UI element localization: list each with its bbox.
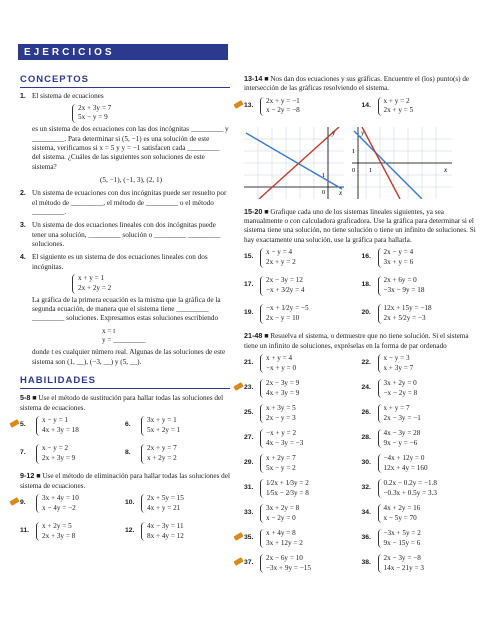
parametric-x: x = t bbox=[102, 326, 116, 335]
problem-number: 5. bbox=[20, 421, 26, 429]
group-range: 13-14 bbox=[244, 74, 263, 83]
problem-number: 15. bbox=[244, 253, 254, 261]
equation-system bbox=[260, 529, 303, 548]
right-column bbox=[244, 74, 479, 581]
problem-item bbox=[362, 529, 480, 551]
parametric-y: y = _________ bbox=[102, 336, 146, 345]
problems-9-12 bbox=[20, 494, 230, 544]
equation: 2x + 3y = 9 bbox=[42, 453, 76, 462]
problem-item bbox=[244, 404, 362, 426]
equation: 2x − 3y = −1 bbox=[383, 413, 421, 422]
equation-system bbox=[378, 529, 421, 548]
equation: 3x + 2y = 8 bbox=[266, 503, 300, 512]
equation-system bbox=[378, 504, 421, 523]
question-number: 4. bbox=[20, 254, 26, 262]
equation: 2x + y = −1 bbox=[266, 96, 300, 105]
equation-system bbox=[141, 416, 180, 435]
equation: 5x + 2y = 1 bbox=[147, 425, 181, 434]
equation: 2x + 6y = 0 bbox=[383, 276, 417, 285]
equation: 2x + 5y = 15 bbox=[147, 493, 184, 502]
equation: 9x − y = −6 bbox=[383, 438, 418, 447]
question-number: 2. bbox=[20, 190, 26, 198]
problem-number: 29. bbox=[244, 458, 254, 466]
origin-label: 0 bbox=[322, 188, 326, 196]
equation: −3x − 9y = 18 bbox=[383, 285, 425, 294]
group-15-20-instructions: 15-20 ■ Grafique cada uno de los sistemas lineales siguientes, ya sea manualmente o con calculadora graficadora. Use la gráfica para determinar si el sistema tiene una solución, no tiene solución o tiene un infinito de soluciones. Si hay exactamente una solución, use la gráfica para hallarla. bbox=[244, 206, 476, 244]
equation-system bbox=[36, 416, 79, 435]
problem-number: 31. bbox=[244, 483, 254, 491]
problem-item bbox=[244, 429, 362, 451]
equation: 4x + 3y = 9 bbox=[266, 388, 300, 397]
problem-item bbox=[244, 379, 362, 401]
equation: x + 3y = 7 bbox=[383, 363, 414, 372]
y-axis-label: y bbox=[361, 128, 365, 137]
equation: 2x + y = 7 bbox=[147, 444, 177, 453]
equation: x + y = 1 bbox=[78, 274, 105, 283]
tick-label: 1 bbox=[352, 147, 356, 155]
problem-number: 6. bbox=[125, 421, 131, 429]
group-text: Use el método de sustitución para hallar todas las soluciones del sistema de ecuaciones. bbox=[20, 394, 224, 412]
problem-number: 19. bbox=[244, 309, 254, 317]
problem-item bbox=[362, 504, 480, 526]
equation: 3x + 12y = 2 bbox=[266, 538, 303, 547]
equation-system bbox=[260, 354, 296, 373]
habilidades-heading: HABILIDADES bbox=[20, 375, 230, 389]
problem-14 bbox=[362, 97, 480, 119]
problem-number: 9. bbox=[20, 498, 26, 506]
equation-system bbox=[378, 97, 414, 116]
tick-label: 1 bbox=[369, 166, 373, 174]
problem-number: 18. bbox=[361, 281, 371, 289]
question-text: El sistema de ecuaciones bbox=[32, 92, 104, 101]
solution-options: (5, −1), (−1, 3), (2, 1) bbox=[100, 175, 162, 184]
problem-number: 22. bbox=[361, 358, 371, 366]
equation: 2x − 3y = −8 bbox=[383, 553, 421, 562]
equation: 4x − 3y = −3 bbox=[266, 438, 304, 447]
equation: −0.3x + 0.5y = 3.3 bbox=[383, 488, 437, 497]
equation: −x − 2y = 8 bbox=[383, 388, 418, 397]
equation: 4x + y = 21 bbox=[147, 503, 181, 512]
equation-system bbox=[378, 354, 414, 373]
equation-system bbox=[378, 454, 428, 473]
problem-item bbox=[125, 522, 230, 544]
pencil-icon bbox=[233, 100, 243, 109]
equation: −3x + 5y = 2 bbox=[383, 528, 421, 537]
equation-system bbox=[260, 379, 299, 398]
problem-item bbox=[125, 494, 230, 516]
equation: −x + y = 2 bbox=[266, 428, 297, 437]
equation-system bbox=[378, 404, 421, 423]
problem-number: 13. bbox=[244, 101, 254, 109]
equation-system bbox=[72, 104, 111, 123]
problem-item bbox=[244, 248, 362, 270]
problem-item bbox=[362, 304, 480, 326]
equation: 4x + 2y = 16 bbox=[383, 503, 421, 512]
equation-system bbox=[141, 494, 184, 513]
equation-system bbox=[378, 429, 421, 448]
pencil-icon bbox=[9, 497, 19, 506]
problem-item bbox=[244, 354, 362, 376]
problem-item bbox=[244, 276, 362, 298]
equation-system bbox=[260, 276, 305, 295]
equation: 2x + 3y = 8 bbox=[42, 531, 76, 540]
problem-item bbox=[244, 454, 362, 476]
equation: x − 4y = −2 bbox=[42, 503, 76, 512]
equation: 2x − y = 3 bbox=[266, 413, 296, 422]
equation: 3x + y = 6 bbox=[383, 257, 414, 266]
problem-number: 37. bbox=[244, 558, 254, 566]
equation: x − 5y = 70 bbox=[383, 513, 417, 522]
equation: 9x − 15y = 6 bbox=[383, 538, 421, 547]
group-range: 21-48 bbox=[244, 331, 263, 341]
equation: −3x + 9y = −15 bbox=[266, 563, 311, 572]
question-text: La gráfica de la primera ecuación es la misma que la gráfica de la segunda ecuación, de manera que el sistema tiene _________ _________ soluciones. Expresamos estas soluciones escribiendo bbox=[32, 295, 221, 323]
equation: 3x + y = 1 bbox=[147, 416, 177, 425]
equation-system bbox=[36, 444, 75, 463]
equation: x + 2y = 5 bbox=[42, 521, 72, 530]
problem-item bbox=[125, 416, 230, 438]
equation-system bbox=[260, 248, 296, 267]
equation-system bbox=[260, 554, 311, 573]
question-text: El siguiente es un sistema de dos ecuaciones lineales con dos incógnitas. bbox=[32, 253, 208, 271]
group-range: 15-20 bbox=[244, 206, 263, 216]
equation: 2x − y = 4 bbox=[383, 248, 414, 257]
conceptos-heading: CONCEPTOS bbox=[20, 74, 230, 88]
problem-number: 8. bbox=[125, 449, 131, 457]
equation: x + y = 2 bbox=[383, 96, 410, 105]
group-text: Nos dan dos ecuaciones y sus gráficas. Encuentre el (los) punto(s) de intersección de las gráficas resolviendo el sistema. bbox=[244, 75, 470, 93]
question-text: Un sistema de ecuaciones con dos incógnitas puede ser resuelto por el método de _________, el método de _________ o el método _________. bbox=[32, 189, 227, 217]
origin-label: 0 bbox=[352, 166, 356, 174]
equation: 2x − 6y = 10 bbox=[266, 553, 303, 562]
equation: x − 2y = 0 bbox=[266, 513, 296, 522]
problem-number: 12. bbox=[125, 526, 135, 534]
group-range: 5-8 bbox=[20, 393, 31, 403]
equation: 4x + 3y = 18 bbox=[42, 425, 79, 434]
problem-item bbox=[244, 304, 362, 326]
equation-system bbox=[141, 522, 184, 541]
equation: x − y = 3 bbox=[383, 353, 410, 362]
tick-label: 1 bbox=[322, 171, 326, 179]
question-1 bbox=[20, 92, 230, 185]
question-2 bbox=[20, 189, 230, 217]
problems-15-20 bbox=[244, 248, 479, 326]
equation: 1⁄2x + 1⁄3y = 2 bbox=[266, 478, 309, 487]
question-3 bbox=[20, 221, 230, 249]
problem-item bbox=[244, 554, 362, 576]
problem-item bbox=[362, 248, 480, 270]
equation: 12x + 4y = 160 bbox=[383, 463, 428, 472]
equation: 4x − 3y = 11 bbox=[147, 521, 184, 530]
equation: −x + 1⁄2y = −5 bbox=[266, 304, 309, 313]
question-4 bbox=[20, 253, 230, 367]
problem-item bbox=[362, 454, 480, 476]
equation: 1⁄5x − 2⁄3y = 8 bbox=[266, 488, 309, 497]
problem-number: 30. bbox=[361, 458, 371, 466]
problem-13 bbox=[244, 97, 362, 119]
equation-system bbox=[36, 522, 75, 541]
problem-number: 25. bbox=[244, 408, 254, 416]
problem-item bbox=[362, 479, 480, 501]
equation: x − 2y = −8 bbox=[266, 106, 300, 115]
graphs-row bbox=[244, 127, 479, 199]
equation: −x + y = 0 bbox=[266, 363, 297, 372]
group-text: Resuelva el sistema, o demuestre que no tiene solución. Si el sistema tiene un infinito de soluciones, expréselas en la forma de par ordenado bbox=[244, 332, 469, 350]
problem-item bbox=[362, 276, 480, 298]
equation: 2x + 2y = 2 bbox=[78, 283, 112, 292]
problem-item bbox=[362, 554, 480, 576]
problem-number: 11. bbox=[20, 526, 30, 534]
group-21-48-instructions: 21-48 ■ Resuelva el sistema, o demuestre que no tiene solución. Si el sistema tiene un infinito de soluciones, expréselas en la forma de par ordenado bbox=[244, 331, 469, 350]
equation: x + 2y = 7 bbox=[266, 453, 296, 462]
equation-system bbox=[378, 479, 438, 498]
equation: x − y = 4 bbox=[266, 248, 293, 257]
equation-system bbox=[260, 479, 309, 498]
equation-system bbox=[260, 97, 300, 116]
group-13-14-instructions: 13-14 ■ Nos dan dos ecuaciones y sus gráficas. Encuentre el (los) punto(s) de intersección de las gráficas resolviendo el sistema. bbox=[244, 74, 470, 93]
equation: 3x + 4y = 10 bbox=[42, 493, 79, 502]
equation: 0.2x − 0.2y = −1.8 bbox=[383, 478, 437, 487]
problem-number: 17. bbox=[244, 281, 254, 289]
problem-number: 33. bbox=[244, 508, 254, 516]
equation: 2x + y = 2 bbox=[266, 257, 296, 266]
question-text: Un sistema de dos ecuaciones lineales con dos incógnitas puede tener una solución, _________ solución o _________ _________ soluciones. bbox=[32, 221, 221, 249]
question-number: 3. bbox=[20, 222, 26, 230]
problem-item bbox=[20, 522, 125, 544]
problem-number: 35. bbox=[244, 533, 254, 541]
problems-21-48 bbox=[244, 354, 479, 576]
problem-number: 26. bbox=[361, 408, 371, 416]
problem-item bbox=[362, 354, 480, 376]
group-text: Grafique cada uno de los sistemas lineales siguientes, ya sea manualmente o con calculadora graficadora. Use la gráfica para determinar si el sistema tiene una solución, no tiene solución o tiene un infinito de soluciones. Si hay exactamente una solución, use la gráfica para hallarla. bbox=[244, 207, 476, 244]
equation-system bbox=[260, 404, 296, 423]
problem-item bbox=[20, 416, 125, 438]
problem-number: 38. bbox=[361, 558, 371, 566]
problem-item bbox=[20, 494, 125, 516]
problems-13-14 bbox=[244, 97, 479, 119]
problem-number: 10. bbox=[125, 498, 135, 506]
equation-system bbox=[260, 429, 303, 448]
equation: 2x − y = 10 bbox=[266, 313, 300, 322]
equation: 2x + y = 5 bbox=[383, 106, 414, 115]
pencil-icon bbox=[233, 557, 243, 566]
problem-item bbox=[362, 379, 480, 401]
equation: 12x + 15y = −18 bbox=[383, 304, 432, 313]
x-axis-label: x bbox=[339, 188, 343, 197]
equation: 5x − y = 2 bbox=[266, 463, 296, 472]
equation-system bbox=[260, 454, 296, 473]
equation: x + 4y = 8 bbox=[266, 528, 296, 537]
group-9-12-instructions: 9-12 ■ Use el método de eliminación para hallar todas las soluciones del sistema de ecuaciones. bbox=[20, 471, 230, 490]
graph-14 bbox=[352, 127, 452, 199]
equation: x + y = 4 bbox=[266, 353, 293, 362]
equation-system bbox=[260, 504, 299, 523]
equation-system bbox=[378, 248, 414, 267]
problem-number: 16. bbox=[361, 253, 371, 261]
group-5-8-instructions: 5-8 ■ Use el método de sustitución para hallar todas las soluciones del sistema de ecuaciones. bbox=[20, 393, 224, 412]
question-text: es un sistema de dos ecuaciones con las dos incógnitas _________ y _________. Para determinar si (5, −1) es una solución de este sistema, verificamos si x = 5 y y = −1 satisfacen cada _________ del sistema. ¿Cuáles de las siguientes son soluciones de este sistema? bbox=[32, 125, 229, 171]
pencil-icon bbox=[233, 382, 243, 391]
exercises-banner: EJERCICIOS bbox=[18, 44, 228, 60]
problem-number: 21. bbox=[244, 358, 254, 366]
equation: 2x − 3y = 9 bbox=[266, 378, 300, 387]
graph-13 bbox=[244, 127, 344, 199]
pencil-icon bbox=[233, 532, 243, 541]
equation: 5x − y = 9 bbox=[78, 113, 108, 122]
equation-system bbox=[260, 304, 309, 323]
equation: 4x − 3y = 28 bbox=[383, 428, 421, 437]
problem-number: 23. bbox=[244, 383, 254, 391]
equation: −x + 3⁄2y = 4 bbox=[266, 285, 305, 294]
problem-item bbox=[125, 444, 230, 466]
equation: x + 3y = 5 bbox=[266, 403, 296, 412]
problem-number: 20. bbox=[361, 309, 371, 317]
group-text: Use el método de eliminación para hallar todas las soluciones del sistema de ecuaciones. bbox=[20, 472, 230, 490]
equation-system bbox=[378, 304, 432, 323]
equation: −4x + 12y = 0 bbox=[383, 453, 425, 462]
problem-number: 24. bbox=[361, 383, 371, 391]
equation-system bbox=[141, 444, 177, 463]
equation: 2x − 3y = 12 bbox=[266, 276, 303, 285]
group-range: 9-12 bbox=[20, 471, 35, 481]
problem-number: 7. bbox=[20, 449, 26, 457]
left-column bbox=[20, 74, 230, 549]
equation: x − y = 2 bbox=[42, 444, 69, 453]
equation-system bbox=[378, 554, 424, 573]
problem-item bbox=[362, 429, 480, 451]
equation: 3x + 2y = 0 bbox=[383, 378, 417, 387]
problems-5-8 bbox=[20, 416, 230, 466]
equation: x − y = 1 bbox=[42, 416, 69, 425]
problem-number: 34. bbox=[361, 508, 371, 516]
problem-number: 27. bbox=[244, 433, 254, 441]
equation-system bbox=[36, 494, 79, 513]
equation-system bbox=[72, 274, 111, 293]
problem-number: 36. bbox=[361, 533, 371, 541]
problem-item bbox=[244, 529, 362, 551]
equation: 2x + 5⁄2y = −3 bbox=[383, 313, 426, 322]
question-number: 1. bbox=[20, 93, 26, 101]
graph-line bbox=[354, 128, 422, 199]
equation: 14x − 21y = 3 bbox=[383, 563, 424, 572]
problem-number: 32. bbox=[361, 483, 371, 491]
equation: 2x + 3y = 7 bbox=[78, 103, 112, 112]
problem-number: 14. bbox=[361, 101, 371, 109]
problem-item bbox=[362, 404, 480, 426]
x-axis-label: x bbox=[444, 165, 448, 174]
problem-item bbox=[20, 444, 125, 466]
equation: x + y = 7 bbox=[383, 403, 410, 412]
problem-item bbox=[244, 504, 362, 526]
equation-system bbox=[378, 276, 425, 295]
problem-item bbox=[244, 479, 362, 501]
equation: 8x + 4y = 12 bbox=[147, 531, 184, 540]
question-text: donde t es cualquier número real. Algunas de las soluciones de este sistema son (1, __), (−3, __) y (5, __). bbox=[32, 348, 226, 366]
problem-number: 28. bbox=[361, 433, 371, 441]
equation: x + 2y = 2 bbox=[147, 453, 177, 462]
equation-system bbox=[378, 379, 418, 398]
pencil-icon bbox=[9, 419, 19, 428]
y-axis-label: y bbox=[332, 128, 336, 137]
